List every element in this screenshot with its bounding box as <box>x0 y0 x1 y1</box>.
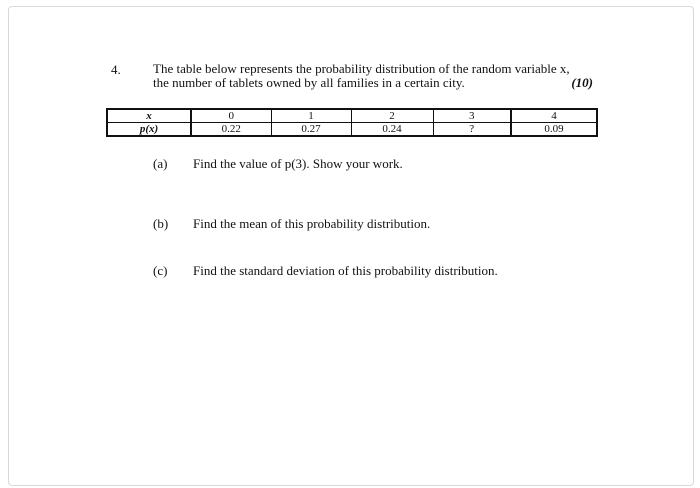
part-text: Find the mean of this probability distribution. <box>193 216 431 231</box>
part-label: (b) <box>153 216 169 231</box>
marks-label: (10) <box>571 75 593 90</box>
part-label: (a) <box>153 156 168 171</box>
row-header-px: p(x) <box>107 123 191 137</box>
part-text: Find the standard deviation of this probability distribution. <box>193 263 498 278</box>
x-value: 0 <box>191 109 271 123</box>
p-value: 0.22 <box>191 123 271 137</box>
question-number: 4. <box>111 62 121 77</box>
x-value: 2 <box>351 109 433 123</box>
intro-line-2: the number of tablets owned by all families in a certain city. <box>153 75 465 90</box>
intro-line-1: The table below represents the probability distribution of the random variable x, <box>153 61 570 76</box>
p-value: 0.09 <box>511 123 597 137</box>
table-row <box>107 123 597 137</box>
x-value: 1 <box>271 109 351 123</box>
p-value: 0.24 <box>351 123 433 137</box>
p-value: 0.27 <box>271 123 351 137</box>
p-value: ? <box>433 123 511 137</box>
part-label: (c) <box>153 263 168 278</box>
row-header-x: x <box>107 109 191 123</box>
question-intro <box>153 62 593 90</box>
table-row <box>107 109 597 123</box>
x-value: 4 <box>511 109 597 123</box>
part-text: Find the value of p(3). Show your work. <box>193 156 403 171</box>
x-value: 3 <box>433 109 511 123</box>
probability-table <box>106 108 598 137</box>
